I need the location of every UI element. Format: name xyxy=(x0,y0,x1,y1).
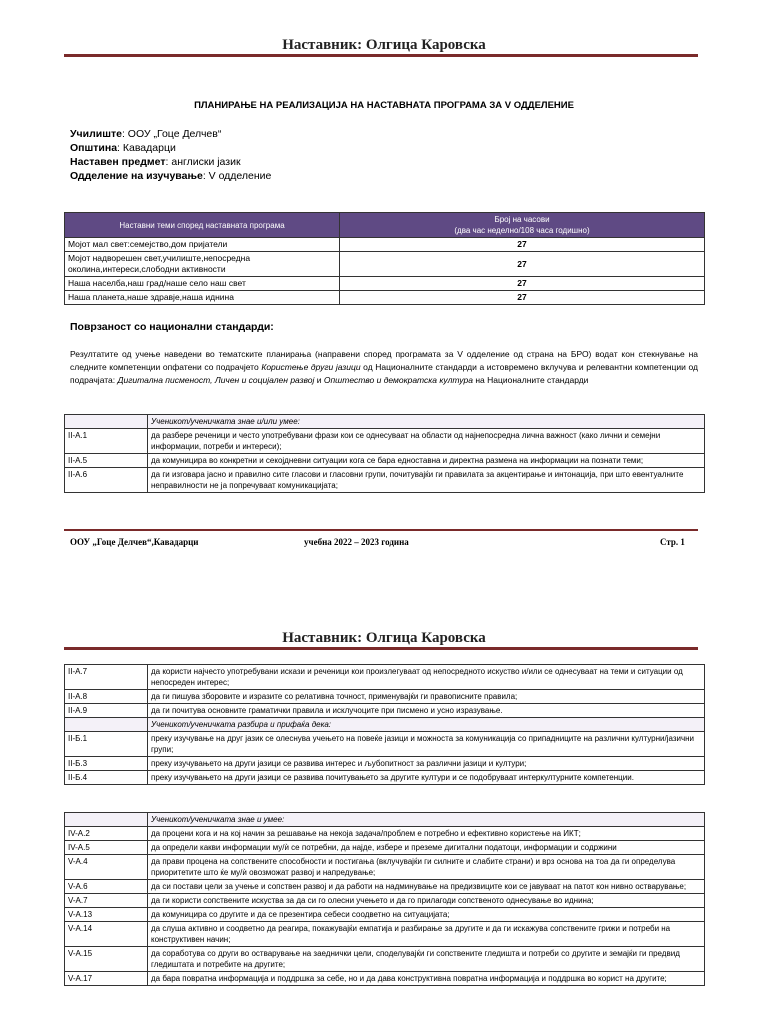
standard-row xyxy=(65,665,705,690)
standards-table-page2-b xyxy=(64,812,705,986)
standard-text: да слуша активно и соодветно да реагира, покажувајќи емпатија и разбирање за другите и да ги искажува сопствените грижи и потреби на конструктивен начин; xyxy=(148,922,705,947)
code-cell: V-A.13 xyxy=(65,908,148,922)
standards-subheader-row xyxy=(65,718,705,732)
meta-grade-label: Одделение на изучување xyxy=(70,170,203,182)
standards-subheader-row xyxy=(65,415,705,429)
standard-text: да разбере реченици и често употребувани фрази кои се однесуваат на области од најнепосредна лична важност (како лични и семејни информации, потреби и интереси); xyxy=(148,429,705,454)
standard-row xyxy=(65,908,705,922)
standard-row xyxy=(65,771,705,785)
code-cell: II-А.1 xyxy=(65,429,148,454)
standard-text: преку изучувањето на други јазици се развива интерес и љубопитност за различни јазици и култури; xyxy=(148,757,705,771)
standard-row xyxy=(65,429,705,454)
paragraph-italic: Дигитална писменост, Личен и социјален развој xyxy=(117,375,315,385)
topics-header-row xyxy=(65,213,705,238)
standards-subheader: Ученикот/ученичката знае и/или умее: xyxy=(148,415,705,429)
meta-grade xyxy=(70,169,271,184)
code-cell: V-A.7 xyxy=(65,894,148,908)
standard-row xyxy=(65,454,705,468)
code-cell xyxy=(65,813,148,827)
code-cell: II-А.6 xyxy=(65,468,148,493)
standards-table-page2-a xyxy=(64,664,705,785)
standard-text: преку изучување на друг јазик се олеснува учењето на повеќе јазици и можноста за комуникација со припадниците на различни културни/јазични групи; xyxy=(148,732,705,757)
standard-row xyxy=(65,827,705,841)
topics-table xyxy=(64,212,705,305)
standard-text: да комуницира во конкретни и секојдневни ситуации кога се бара едноставна и директна размена на информации на познати теми; xyxy=(148,454,705,468)
standard-text: да си постави цели за учење и сопствен развој и да работи на надминување на предизвиците кои се јавуваат на патот кон нивно остварување; xyxy=(148,880,705,894)
document-heading: ПЛАНИРАЊЕ НА РЕАЛИЗАЦИЈА НА НАСТАВНАТА ПРОГРАМА ЗА V ОДДЕЛЕНИЕ xyxy=(194,100,574,111)
code-cell: II-Б.3 xyxy=(65,757,148,771)
code-cell xyxy=(65,415,148,429)
page1-header-rule xyxy=(64,54,698,57)
topics-header-hours-line2: (два час неделно/108 часа годишно) xyxy=(454,226,590,235)
standards-subheader-row xyxy=(65,813,705,827)
meta-school xyxy=(70,127,221,142)
topics-row xyxy=(65,291,705,305)
page2-header-title: Наставник: Олгица Каровска xyxy=(282,630,486,646)
code-cell: V-A.15 xyxy=(65,947,148,972)
code-cell: II-А.9 xyxy=(65,704,148,718)
standard-row xyxy=(65,468,705,493)
meta-municipality-value: : Кавадарци xyxy=(117,142,176,154)
code-cell: V-A.14 xyxy=(65,922,148,947)
standard-text: да процени кога и на кој начин за решавање на некоја задача/проблем е потребно и ефективно користење на ИКТ; xyxy=(148,827,705,841)
standard-text: да соработува со други во остварување на заеднички цели, споделувајќи ги сопствените гледишта и потреби со другите и земајќи ги предвид гледиштата и потребите на другите; xyxy=(148,947,705,972)
code-cell: V-A.17 xyxy=(65,972,148,986)
standard-row xyxy=(65,972,705,986)
topic-cell: Мојот мал свет:семејство,дом пријатели xyxy=(65,238,340,252)
standard-row xyxy=(65,690,705,704)
page1-footer-rule xyxy=(64,529,698,531)
topic-cell: Наша планета,наше здравје,наша иднина xyxy=(65,291,340,305)
standard-text: да прави процена на сопствените способности и постигања (вклучувајќи ги силните и слабите страни) и врз основа на тоа да ги определува приоритетите што ќе му/ѝ овозможат развој и напредување; xyxy=(148,855,705,880)
meta-school-label: Училиште xyxy=(70,128,122,140)
standard-row xyxy=(65,704,705,718)
standards-subheader: Ученикот/ученичката знае и умее: xyxy=(148,813,705,827)
code-cell: IV-A.2 xyxy=(65,827,148,841)
code-cell: II-Б.4 xyxy=(65,771,148,785)
topics-header-topic: Наставни теми според наставната програма xyxy=(65,213,340,238)
code-cell: II-А.5 xyxy=(65,454,148,468)
standard-row xyxy=(65,841,705,855)
standard-text: да ги изговара јасно и правилно сите гласови и гласовни групи, почитувајќи ги правилата за акцентирање и интонација, при што евентуалните неправилности не ја попречуваат комуникацијата; xyxy=(148,468,705,493)
meta-subject-label: Наставен предмет xyxy=(70,156,166,168)
code-cell xyxy=(65,718,148,732)
standard-row xyxy=(65,757,705,771)
topic-cell: Мојот надворешен свет,училиште,непосредна околина,интереси,слободни активности xyxy=(65,252,340,277)
standard-text: да ги пишува зборовите и изразите со релативна точност, применувајќи ги правописните правила; xyxy=(148,690,705,704)
standard-row xyxy=(65,894,705,908)
code-cell: II-Б.1 xyxy=(65,732,148,757)
topics-row xyxy=(65,252,705,277)
hours-cell: 27 xyxy=(340,277,705,291)
meta-subject xyxy=(70,155,241,170)
standard-text: да ги почитува основните граматички правила и исклучоците при писмено и усно изразување. xyxy=(148,704,705,718)
paragraph-part: Резултатите од учење наведени во тематските планирања (направени според програмата за V одделение од страна на БРО) водат кон стекнување на следните компетенции опфатени со подрачјето xyxy=(70,349,698,372)
standards-subheader: Ученикот/ученичката разбира и прифаќа дека: xyxy=(148,718,705,732)
footer-year: учебна 2022 – 2023 година xyxy=(304,537,409,547)
meta-school-value: : ООУ „Гоце Делчев“ xyxy=(121,128,222,140)
paragraph-part: на Националните стандарди xyxy=(472,375,589,385)
meta-municipality xyxy=(70,141,176,156)
topics-header-hours-line1: Број на часови xyxy=(494,215,550,224)
paragraph-italic: Користење други јазици xyxy=(261,362,361,372)
footer-page-number: Стр. 1 xyxy=(660,537,685,547)
paragraph-italic: Општество и демократска култура xyxy=(323,375,473,385)
standard-row xyxy=(65,947,705,972)
standard-text: да користи најчесто употребувани искази и реченици кои произлегуваат од непосредното искуство и/или се однесуваат на теми и ситуации од непосреден интерес; xyxy=(148,665,705,690)
standard-text: да определи какви информации му/ѝ се потребни, да најде, избере и преземе дигитални податоци, информации и содржини xyxy=(148,841,705,855)
standard-text: преку изучувањето на други јазици се развива почитувањето за другите култури и се подобруваат интеркултурните компетенции. xyxy=(148,771,705,785)
standards-section-title: Поврзаност со национални стандарди: xyxy=(70,321,274,333)
hours-cell: 27 xyxy=(340,238,705,252)
paragraph-part: и xyxy=(314,375,324,385)
meta-subject-value: : англиски јазик xyxy=(165,156,241,168)
code-cell: II-А.7 xyxy=(65,665,148,690)
code-cell: II-А.8 xyxy=(65,690,148,704)
page1-header-title: Наставник: Олгица Каровска xyxy=(282,37,486,53)
standard-row xyxy=(65,922,705,947)
standard-row xyxy=(65,880,705,894)
standard-text: да ги користи сопствените искуства за да си го олесни учењето и да го прилагоди сопственото однесување во иднина; xyxy=(148,894,705,908)
standard-row xyxy=(65,732,705,757)
code-cell: V-A.4 xyxy=(65,855,148,880)
hours-cell: 27 xyxy=(340,291,705,305)
topics-header-hours xyxy=(340,213,705,238)
topics-row xyxy=(65,238,705,252)
standard-text: да бара повратна информација и поддршка за себе, но и да дава конструктивна повратна информација и поддршка во корист на другите; xyxy=(148,972,705,986)
hours-cell: 27 xyxy=(340,252,705,277)
meta-municipality-label: Општина xyxy=(70,142,118,154)
paragraph-part: од Националните стандарди а истовремено вклучува и релевантни компетенции од подрачјата: xyxy=(70,362,698,385)
page2-header-rule xyxy=(64,647,698,650)
footer-school: ООУ „Гоце Делчев“,Кавадарци xyxy=(70,537,199,547)
code-cell: IV-A.5 xyxy=(65,841,148,855)
topics-row xyxy=(65,277,705,291)
standards-table-page1 xyxy=(64,414,705,493)
standard-row xyxy=(65,855,705,880)
meta-grade-value: : V одделение xyxy=(202,170,272,182)
standard-text: да комуницира со другите и да се презентира себеси соодветно на ситуацијата; xyxy=(148,908,705,922)
standards-paragraph xyxy=(70,348,698,387)
code-cell: V-A.6 xyxy=(65,880,148,894)
topic-cell: Наша населба,наш град/наше село наш свет xyxy=(65,277,340,291)
